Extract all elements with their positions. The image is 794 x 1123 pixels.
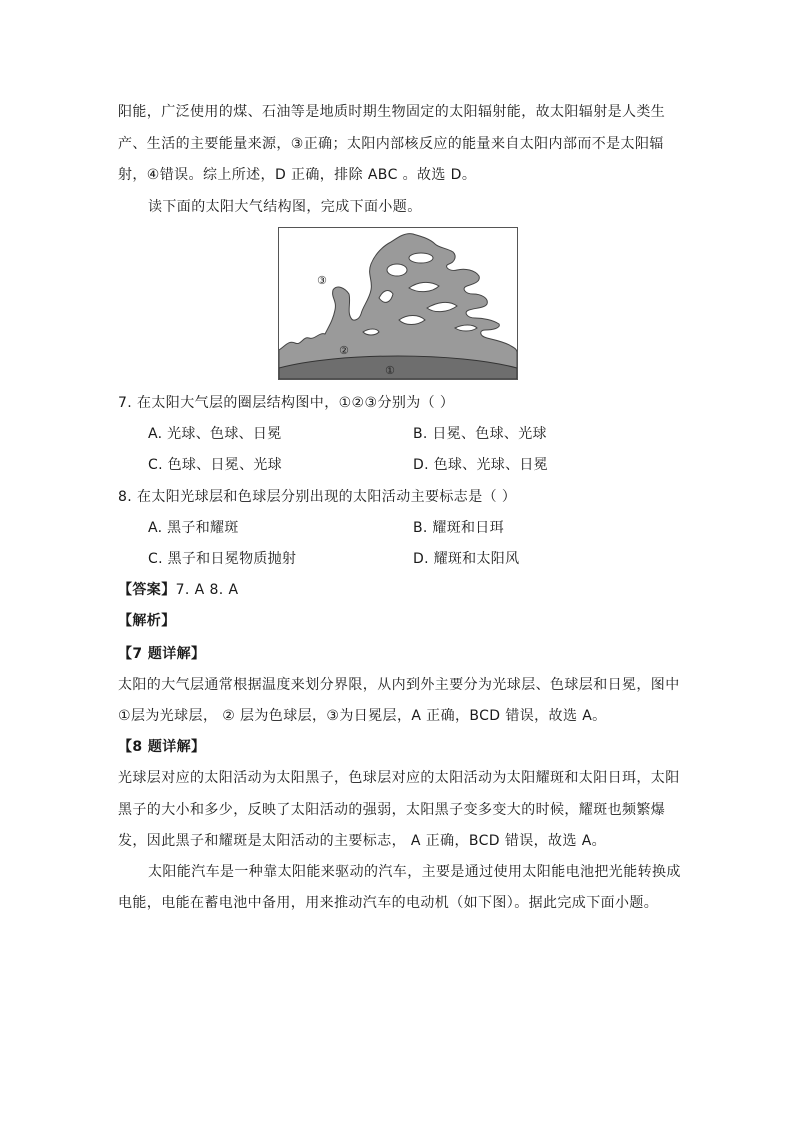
q7-detail-line-2: ①层为光球层， ② 层为色球层，③为日冕层，A 正确，BCD 错误，故选 A。 <box>118 708 607 724</box>
answer-text: 7. A 8. A <box>175 582 239 598</box>
question-7-option-c: C. 色球、日冕、光球 <box>148 457 282 473</box>
q8-detail-line-1: 光球层对应的太阳活动为太阳黑子，色球层对应的太阳活动为太阳耀斑和太阳日珥，太阳 <box>118 770 680 786</box>
question-7-option-a: A. 光球、色球、日冕 <box>148 426 282 442</box>
q8-detail-line-3: 发，因此黑子和耀斑是太阳活动的主要标志， A 正确，BCD 错误，故选 A。 <box>118 833 607 849</box>
label-layer2: ② <box>339 344 349 357</box>
label-layer1: ① <box>385 364 395 377</box>
question-8-stem: 8. 在太阳光球层和色球层分别出现的太阳活动主要标志是（ ） <box>118 489 517 505</box>
question-8-option-d: D. 耀斑和太阳风 <box>413 551 520 567</box>
answer-label: 【答案】 <box>118 582 176 598</box>
intro-line-2: 产、生活的主要能量来源，③正确；太阳内部核反应的能量来自太阳内部而不是太阳辐 <box>118 136 664 152</box>
analysis-label: 【解析】 <box>118 613 176 629</box>
question-8-option-c: C. 黑子和日冕物质抛射 <box>148 551 297 567</box>
next-passage-line-2: 电能，电能在蓄电池中备用，用来推动汽车的电动机（如下图）。据此完成下面小题。 <box>118 895 659 911</box>
question-8-option-a: A. 黑子和耀斑 <box>148 520 239 536</box>
intro-line-3: 射，④错误。综上所述，D 正确，排除 ABC 。故选 D。 <box>118 167 477 183</box>
question-8-option-b: B. 耀斑和日珥 <box>413 520 504 536</box>
q8-detail-label: 【8 题详解】 <box>118 739 206 755</box>
solar-atmosphere-diagram <box>278 227 518 380</box>
answer-line <box>118 581 678 599</box>
solar-atmosphere-svg <box>279 228 517 379</box>
reading-prompt: 读下面的太阳大气结构图，完成下面小题。 <box>148 199 422 215</box>
prominence-gap <box>387 264 407 276</box>
q8-detail-line-2: 黑子的大小和多少，反映了太阳活动的强弱，太阳黑子变多变大的时候，耀斑也频繁爆 <box>118 802 666 818</box>
next-passage-line-1: 太阳能汽车是一种靠太阳能来驱动的汽车，主要是通过使用太阳能电池把光能转换成 <box>148 864 681 880</box>
intro-line-1: 阳能，广泛使用的煤、石油等是地质时期生物固定的太阳辐射能，故太阳辐射是人类生 <box>118 104 666 120</box>
question-7-option-d: D. 色球、光球、日冕 <box>413 457 548 473</box>
question-7-option-b: B. 日冕、色球、光球 <box>413 426 547 442</box>
label-layer3: ③ <box>317 274 327 287</box>
q7-detail-line-1: 太阳的大气层通常根据温度来划分界限，从内到外主要分为光球层、色球层和日冕，图中 <box>118 677 680 693</box>
prominence-gap <box>409 253 433 263</box>
q7-detail-label: 【7 题详解】 <box>118 646 206 662</box>
question-7-stem: 7. 在太阳大气层的圈层结构图中，①②③分别为（ ） <box>118 395 455 411</box>
